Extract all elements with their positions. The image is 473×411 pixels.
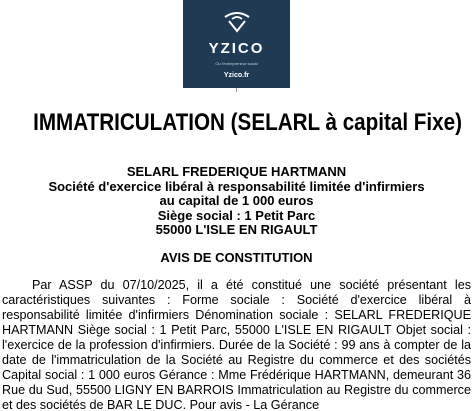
logo-divider <box>236 88 237 92</box>
logo-site: Yzico.fr <box>223 72 250 79</box>
logo-brand-name: YZICO <box>208 40 265 57</box>
company-capital: au capital de 1 000 euros <box>159 193 314 208</box>
company-header <box>0 165 473 238</box>
logo-tagline: Ou l'entrepreneur social <box>215 61 258 66</box>
company-city: 55000 L'ISLE EN RIGAULT <box>155 222 318 237</box>
section-heading: AVIS DE CONSTITUTION <box>160 250 313 265</box>
notice-body: Par ASSP du 07/10/2025, il a été constitué une société présentant les caractéristiques suivantes : Forme sociale : Société d'exercice libéral à responsabilité limitée d'infirmiers Dénomination sociale : SELARL FREDERIQUE HARTMANN Siège social : 1 Petit Parc, 55000 L'ISLE EN RIGAULT Objet social : l'exercice de la profession d'infirmiers. Durée de la Société : 99 ans à compter de la date de l'immatriculation de la Société au Registre du commerce et des sociétés Capital social : 1 000 euros Gérance : Mme Frédérique HARTMANN, demeurant 36 Rue du Sud, 55500 LIGNY EN BARROIS Immatriculation au Registre du commerce et des sociétés de BAR LE DUC. Pour avis - La Gérance <box>2 278 471 411</box>
company-siege: Siège social : 1 Petit Parc <box>157 207 316 223</box>
company-name: SELARL FREDERIQUE HARTMANN <box>126 164 347 179</box>
yzico-emblem-icon <box>221 7 253 35</box>
page-title: IMMATRICULATION (SELARL à capital Fixe) <box>33 109 462 136</box>
company-form: Société d'exercice libéral à responsabilité limitée d'infirmiers <box>48 178 425 194</box>
yzico-logo <box>183 0 290 88</box>
